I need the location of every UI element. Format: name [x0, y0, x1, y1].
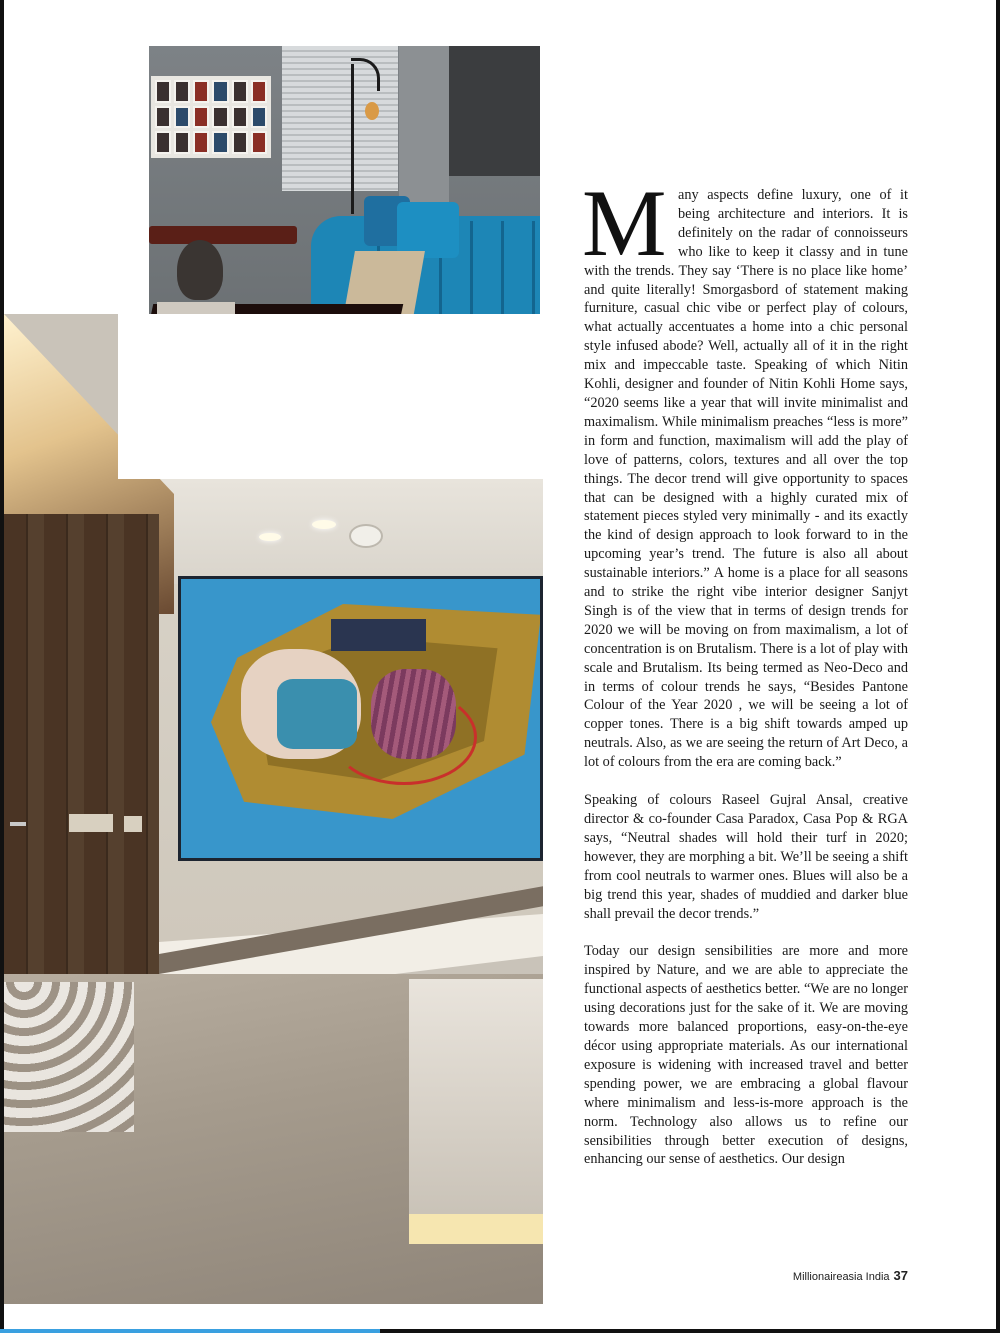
- ceiling-light: [259, 533, 281, 541]
- lamp-bulb: [365, 102, 379, 120]
- foyer-photo: [4, 314, 543, 1304]
- switch-plate: [69, 814, 113, 832]
- paragraph-2: Speaking of colours Raseel Gujral Ansal, creative director & co-founder Casa Paradox, Casa Pop & RGA says, “Neutral shades will hold their turf in 2020; however, they are morphing a bit. We’ll be seeing a shift from cool neutrals to warmer ones. Blues will also be a big trend this year, shades of muddied and darker blue shall prevail the decor trends.”: [584, 792, 908, 922]
- painting-window: [331, 619, 426, 651]
- wall-painting: [178, 576, 543, 861]
- article-body: [582, 170, 908, 1188]
- painting-red-cord: [331, 689, 477, 785]
- stair-light: [409, 1214, 543, 1244]
- page-border-right: [996, 0, 1000, 1333]
- marble-stairs: [409, 979, 543, 1219]
- bench: [149, 226, 297, 244]
- page-footer: [793, 1268, 908, 1283]
- publication-name: Millionaireasia India: [792, 1271, 890, 1283]
- dining-area: [449, 46, 540, 176]
- wall-column: [399, 46, 449, 206]
- paragraph-3: Today our design sensibilities are more and more inspired by Nature, and we are able to appreciate the functional aspects of aesthetics better. “We are no longer using decorations just for the sake of it. We are moving towards more balanced proportions, easy-on-the-eye décor using appropriate materials. As our international exposure is widening with increased travel and better spending power, we are embracing a global flavour where minimalism and less-is-more approach is the norm. Technology also allows us to refine our sensibilities through better execution of designs, enhancing our sense of aesthetics. Our design: [584, 943, 908, 1168]
- switch-plate: [124, 816, 142, 832]
- inlay-pattern: [4, 982, 134, 1132]
- security-camera: [349, 524, 383, 548]
- cushion: [397, 202, 459, 258]
- page-number: 37: [893, 1268, 908, 1283]
- paragraph-1: [582, 170, 908, 772]
- photo-notch: [118, 314, 543, 479]
- sculpture-bust: [177, 240, 223, 300]
- paragraph-1-text: any aspects define luxury, one of it being architecture and interiors. It is definitely on the radar of connoisseurs who like to keep it classy and in tune with the trends. They say ‘There is no place like home’ and quite literally! Smorgasbord of statement making furniture, casual chic vibe or perfect play of colours, what actually accentuates a home into a chic personal style infused abode? Well, actually all of it in the right mix and impeccable taste. Speaking of which Nitin Kohli, designer and founder of Nitin Kohli Home says, “2020 seems like a year that will invite minimalist and maximalism. While minimalism preaches “less is more” in form and function, maximalism will add the play of love of patterns, colors, textures and all over the top things. The decor trend will give opportunity to spaces that can be designed with a highly curated mix of statement pieces styled very minimally - and its exactly the kind of design approach to look forward to in the upcoming year’s trend. The future is also all about sustainable interiors.” A home is a place for all seasons and to strike the right vibe interior designer Sanjyt Singh is of the view that in terms of design trends for 2020 we will be moving on from maximalism, a lot of concentration is on Brutalism. There is a lot of play with scale and Brutalism. Its being termed as Neo-Deco and in terms of colour trends he says, “Besides Pantone Colour of the Year 2020 , we will be seeing a lot of copper tones. There is a big shift towards amped up neutrals. Also, as we are seeing the return of Art Deco, a lot of colours from the era are coming back.”: [584, 187, 908, 771]
- ceiling-light: [312, 520, 336, 529]
- door-handle: [10, 822, 26, 826]
- window-blind: [282, 46, 398, 191]
- gallery-wall-frames: [151, 76, 271, 158]
- drop-cap: M: [582, 170, 667, 276]
- page-bottom-accent: [0, 1329, 380, 1333]
